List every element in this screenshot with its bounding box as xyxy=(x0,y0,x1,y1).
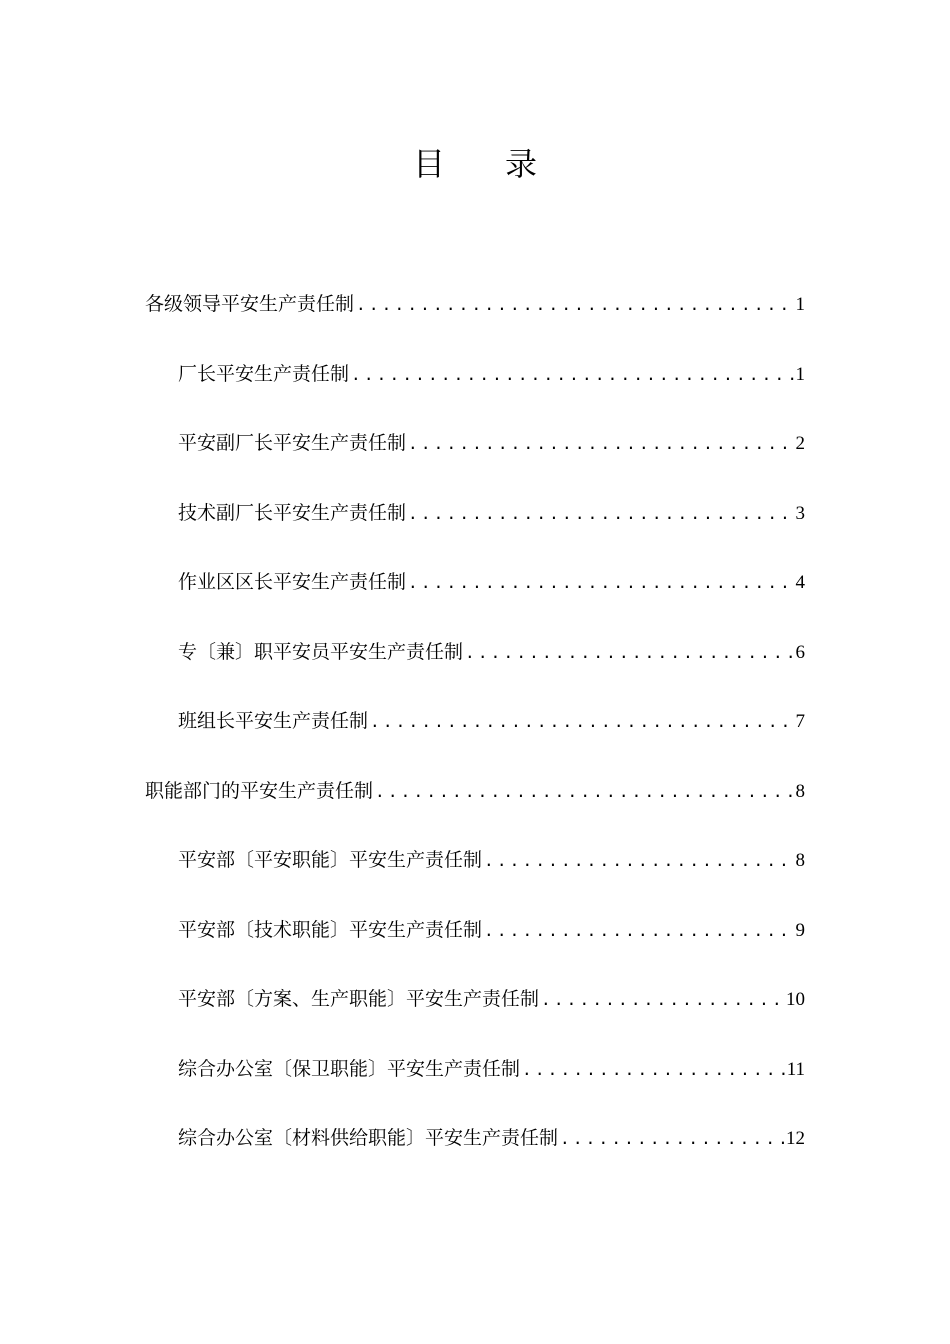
toc-dot-leader xyxy=(484,841,793,880)
toc-page-number: 8 xyxy=(795,850,805,871)
toc-page-number: 12 xyxy=(786,1128,805,1149)
toc-page-number: 11 xyxy=(786,1059,805,1080)
toc-dot-leader xyxy=(560,1119,784,1158)
toc-entry-label: 平安部〔技术职能〕平安生产责任制 xyxy=(178,919,483,941)
toc-entry-label: 平安部〔平安职能〕平安生产责任制 xyxy=(178,849,483,871)
toc-entry[interactable] xyxy=(0,493,950,533)
toc-entry[interactable] xyxy=(0,701,950,741)
title-char-2: 录 xyxy=(505,145,538,183)
toc-entry[interactable] xyxy=(0,1118,950,1158)
toc-page-number: 6 xyxy=(795,642,805,663)
toc-dot-leader xyxy=(356,285,793,324)
toc-dot-leader xyxy=(351,355,793,394)
toc-entry[interactable] xyxy=(0,562,950,602)
toc-entry-label: 平安部〔方案、生产职能〕平安生产责任制 xyxy=(178,988,540,1010)
toc-page-number: 9 xyxy=(795,920,805,941)
toc-page-number: 8 xyxy=(795,781,805,802)
toc-page-number: 4 xyxy=(795,572,805,593)
toc-page-number: 1 xyxy=(795,364,805,385)
toc-entry-label: 职能部门的平安生产责任制 xyxy=(145,780,374,802)
toc-page-number: 3 xyxy=(795,503,805,524)
toc-entry-label: 厂长平安生产责任制 xyxy=(178,363,350,385)
page-title xyxy=(0,138,950,190)
toc-entry[interactable] xyxy=(0,1049,950,1089)
toc-dot-leader xyxy=(408,424,793,463)
toc-entry[interactable] xyxy=(0,423,950,463)
toc-entry-label: 平安副厂长平安生产责任制 xyxy=(178,432,407,454)
toc-entry[interactable] xyxy=(0,840,950,880)
toc-page-number: 1 xyxy=(795,294,805,315)
toc-page-number: 10 xyxy=(786,989,805,1010)
toc-dot-leader xyxy=(522,1050,785,1089)
toc-dot-leader xyxy=(484,911,793,950)
toc-dot-leader xyxy=(408,494,793,533)
title-char-1: 目 xyxy=(412,145,445,183)
toc-entry[interactable] xyxy=(0,632,950,672)
toc-dot-leader xyxy=(370,702,793,741)
toc-entry[interactable] xyxy=(0,910,950,950)
toc-dot-leader xyxy=(408,563,793,602)
toc-entry-label: 综合办公室〔材料供给职能〕平安生产责任制 xyxy=(178,1127,559,1149)
toc-entry[interactable] xyxy=(0,284,950,324)
toc-entry-label: 各级领导平安生产责任制 xyxy=(145,293,355,315)
toc-dot-leader xyxy=(465,633,793,672)
toc-entry[interactable] xyxy=(0,354,950,394)
toc-entry-label: 综合办公室〔保卫职能〕平安生产责任制 xyxy=(178,1058,521,1080)
toc-entry[interactable] xyxy=(0,979,950,1019)
toc-entry-label: 技术副厂长平安生产责任制 xyxy=(178,502,407,524)
toc-entry[interactable] xyxy=(0,771,950,811)
toc-page-number: 2 xyxy=(795,433,805,454)
toc-entry-label: 作业区区长平安生产责任制 xyxy=(178,571,407,593)
toc-page-number: 7 xyxy=(795,711,805,732)
toc-dot-leader xyxy=(541,980,784,1019)
toc-entry-label: 班组长平安生产责任制 xyxy=(178,710,369,732)
toc-entry-label: 专〔兼〕职平安员平安生产责任制 xyxy=(178,641,464,663)
toc-dot-leader xyxy=(375,772,793,811)
